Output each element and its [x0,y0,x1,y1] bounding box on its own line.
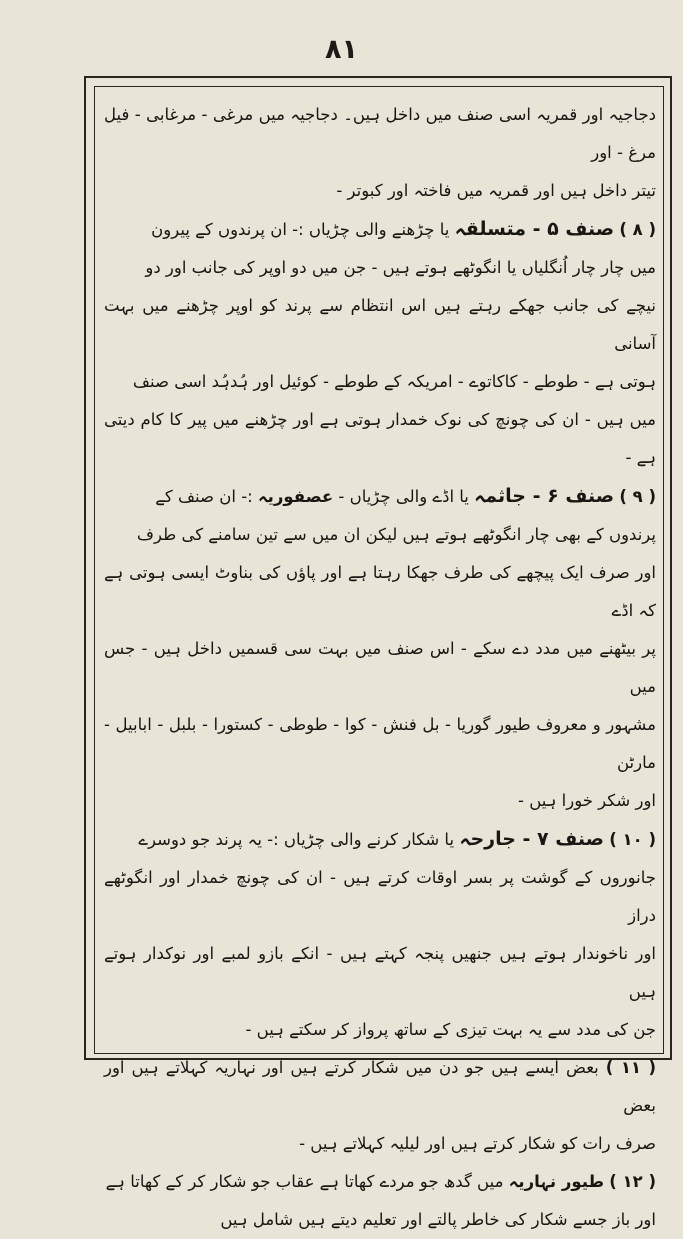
text-line: اور ناخوندار ہوتے ہیں جنھیں پنجہ کہتے ہیں - انکے بازو لمبے اور نوکدار ہوتے ہیں [104,944,656,1001]
text-line: بعض ایسے ہیں جو دن میں شکار کرتے ہیں اور نہاریہ کہلاتے ہیں اور بعض [104,1058,656,1115]
text-line: پر بیٹھنے میں مدد دے سکے - اس صنف میں بہت سی قسمیں داخل ہیں - جس میں [104,639,656,696]
text-line: نیچے کی جانب جھکے رہتے ہیں اس انتظام سے پرند کو اوپر چڑھنے میں بہت آسانی [104,296,656,353]
section-heading: صنف ۶ - جاثمہ [474,485,615,507]
paragraph-11 [104,1049,656,1163]
text-line: یا شکار کرنے والی چڑیاں :- یہ پرند جو دوسرے [138,830,455,849]
text-line: یا چڑھنے والی چڑیاں :- ان پرندوں کے پیرون [151,220,450,239]
paragraph-marker: ( ۸ ) [619,220,656,239]
paragraph-marker: ( ۱۱ ) [605,1058,657,1077]
text-line: جانوروں کے گوشت پر بسر اوقات کرتے ہیں - ان کی چونچ خمدار اور انگوٹھے دراز [104,868,656,925]
text-block [104,96,657,1229]
text-line: :- ان صنف کے [155,487,253,506]
paragraph-12 [104,1163,656,1239]
text-line: ہوتی ہے - طوطے - کاکاتوے - امریکہ کے طوطے - کوئیل اور ہُدہُد اسی صنف [132,372,656,391]
text-line: پرندوں کے بھی چار انگوٹھے ہوتے ہیں لیکن ان میں سے تین سامنے کی طرف [136,525,656,544]
text-line: میں گدھ جو مردے کھاتا ہے عقاب جو شکار کر کے کھاتا ہے [105,1172,504,1191]
paragraph-marker: ( ۹ ) [619,487,656,506]
section-heading: صنف ۵ - متسلقہ [454,218,615,240]
paragraph-marker: ( ۱۰ ) [609,830,656,849]
paragraph-8 [104,210,656,477]
text-line: یا اڈے والی چڑیاں - [338,487,469,506]
paragraph-marker: ( ۱۲ ) [609,1172,656,1191]
text-line: اور شکر خورا ہیں - [518,791,656,810]
page-number: ۸۱ [325,34,358,65]
text-line: میں ہیں - ان کی چونچ کی نوک خمدار ہوتی ہے اور چڑھنے میں پیر کا کام دیتی ہے - [104,410,656,467]
text-line: اور صرف ایک پیچھے کی طرف جھکا رہتا ہے اور پاؤں کی بناوٹ ایسی ہوتی ہے کہ اڈے [104,563,656,620]
text-line: اور باز جسے شکار کی خاطر پالتے اور تعلیم دیتے ہیں شامل ہیں [220,1210,656,1229]
text-line: میں چار چار اُنگلیاں یا انگوٹھے ہوتے ہیں - جن میں دو اوپر کی جانب اور دو [145,258,656,277]
text-line: صرف رات کو شکار کرتے ہیں اور لیلیہ کہلاتے ہیں - [299,1134,656,1153]
text-line: تیتر داخل ہیں اور قمریہ میں فاختہ اور کبوتر - [336,181,656,200]
text-line: مشہور و معروف طیور گوریا - بل فنش - کوا - طوطی - کستورا - بلبل - ابابیل - مارٹن [104,715,656,772]
bold-term: طیور نہاریہ [508,1172,604,1191]
bold-term: عصفوریہ [258,487,334,506]
paragraph-1 [104,96,656,210]
paragraph-10 [104,820,656,1049]
text-line: جن کی مدد سے یہ بہت تیزی کے ساتھ پرواز کر سکتے ہیں - [245,1020,656,1039]
section-heading: صنف ۷ - جارحہ [459,828,604,850]
paragraph-9 [104,477,656,820]
text-line: دجاجیہ اور قمریہ اسی صنف میں داخل ہیں۔ دجاجیہ میں مرغی - مرغابی - فیل مرغ - اور [104,105,656,162]
